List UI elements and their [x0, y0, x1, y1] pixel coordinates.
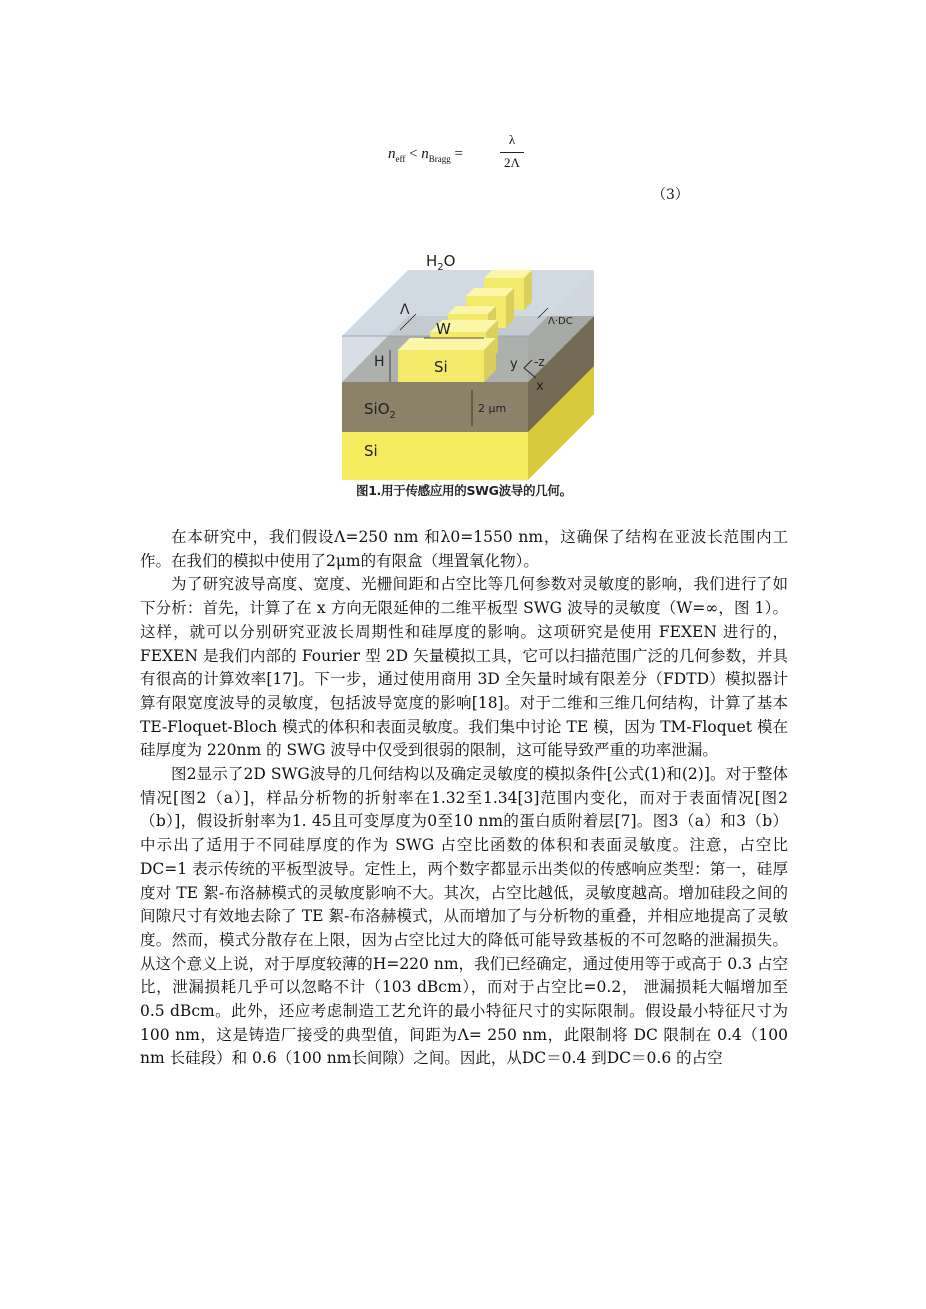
body-text [140, 526, 788, 1071]
equation-fraction [500, 132, 524, 171]
lambda-label: Λ [400, 302, 410, 318]
equation-lhs: $n_{eff} < n_{Bragg}$ = [388, 146, 464, 164]
paragraph: 在本研究中，我们假设Λ=250 nm 和λ0=1550 nm，这确保了结构在亚波长范围内工作。在我们的模拟中使用了2μm的有限盒（埋置氧化物）。 [140, 528, 788, 570]
thickness-label: 2 μm [478, 402, 507, 415]
si-substrate-label: Si [364, 442, 378, 460]
sio2-label: SiO$_2$ [364, 400, 396, 421]
figure-caption: 图1.用于传感应用的SWG波导的几何。 [356, 483, 572, 498]
equation-denominator: 2Λ [504, 155, 520, 170]
x-axis-label: x [536, 379, 544, 394]
equation-number: （3） [652, 187, 689, 203]
y-axis-label: y [510, 357, 518, 372]
figure-1 [338, 240, 598, 480]
paragraph: 为了研究波导高度、宽度、光栅间距和占空比等几何参数对灵敏度的影响，我们进行了如下分析：首先，计算了在 x 方向无限延伸的二维平板型 SWG 波导的灵敏度（W=∞，图 1）。这样，就可以分别研究亚波长周期性和硅厚度的影响。这项研究是使用 FEXEN 进行的，FEXEN 是我们内部的 Fourier 型 2D 矢量模拟工具，它可以扫描范围广泛的几何参数，并具有很高的计算效率[17]。下一步，通过使用商用 3D 全矢量时域有限差分（FDTD）模拟器计算有限宽度波导的灵敏度，包括波导宽度的影响[18]。对于二维和三维几何结构，计算了基本 TE-Floquet-Bloch 模式的体积和表面灵敏度。我们集中讨论 TE 模，因为 TM-Floquet 模在硅厚度为 220nm 的 SWG 波导中仅受到很弱的限制，这可能导致严重的功率泄漏。 [140, 575, 788, 760]
si-core-label: Si [434, 358, 448, 376]
swg-waveguide-diagram [338, 240, 598, 480]
h2o-label: $H_2O$ [426, 252, 456, 273]
fraction-bar [500, 152, 524, 153]
paragraph: 图2显示了2D SWG波导的几何结构以及确定灵敏度的模拟条件[公式(1)和(2)]。对于整体情况[图2（a）]，样品分析物的折射率在1.32至1.34[3]范围内变化，而对于表面情况[图2（b）]，假设折射率为1. 45且可变厚度为0至10 nm的蛋白质附着层[7]。图3（a）和3（b）中示出了适用于不同硅厚度的作为 SWG 占空比函数的体积和表面灵敏度。注意，占空比 DC=1 表示传统的平板型波导。定性上，两个数字都显示出类似的传感响应类型：第一，硅厚度对 TE 絮-布洛赫模式的灵敏度影响不大。其次，占空比越低，灵敏度越高。增加硅段之间的间隙尺寸有效地去除了 TE 絮-布洛赫模式，从而增加了与分析物的重叠，并相应地提高了灵敏度。然而，模式分散存在上限，因为占空比过大的降低可能导致基板的不可忽略的泄漏损失。从这个意义上说，对于厚度较薄的H=220 nm，我们已经确定，通过使用等于或高于 0.3 占空比，泄漏损耗几乎可以忽略不计（103 dBcm），而对于占空比=0.2， 泄漏损耗大幅增加至 0.5 dBcm。此外，还应考虑制造工艺允许的最小特征尺寸的实际限制。假设最小特征尺寸为100 nm，这是铸造厂接受的典型值，间距为Λ= 250 nm，此限制将 DC 限制在 0.4（100 nm 长硅段）和 0.6（100 nm长间隙）之间。因此，从DC＝0.4 到DC＝0.6 的占空 [140, 765, 788, 1068]
equation-numerator: λ [508, 132, 516, 147]
lambda-dc-label: Λ·DC [548, 316, 573, 327]
w-label: W [436, 320, 451, 338]
equation-3 [388, 132, 528, 182]
h-label: H [374, 354, 385, 370]
z-axis-label: -z [534, 355, 545, 369]
